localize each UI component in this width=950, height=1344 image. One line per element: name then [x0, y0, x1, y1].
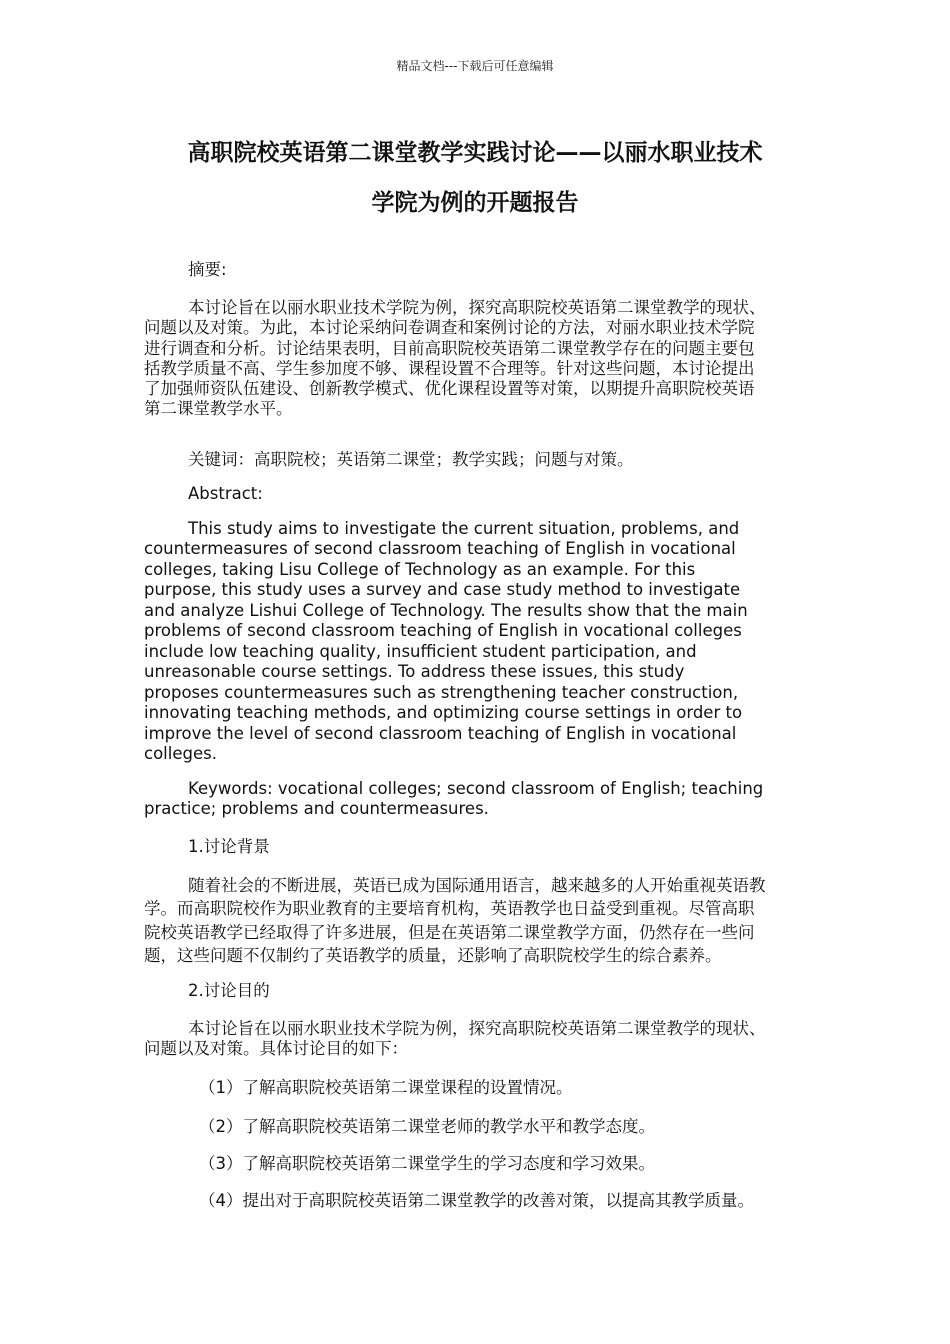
keywords-en: [144, 779, 763, 820]
text-line: proposes countermeasures such as strengthening teacher construction,: [144, 682, 739, 702]
text-line: unreasonable course settings. To address these issues, this study: [144, 662, 685, 682]
abstract-en-label: Abstract:: [188, 484, 263, 503]
list-item: （2）了解高职院校英语第二课堂老师的教学水平和教学态度。: [199, 1117, 655, 1136]
text-line: include low teaching quality, insufficient student participation, and: [144, 641, 697, 661]
text-line: This study aims to investigate the current situation, problems, and: [188, 519, 740, 538]
text-line: 问题以及对策。具体讨论目的如下：: [144, 1039, 408, 1058]
text-line: problems of second classroom teaching of English in vocational colleges: [144, 621, 742, 641]
text-line: 本讨论旨在以丽水职业技术学院为例，探究高职院校英语第二课堂教学的现状、: [188, 1019, 766, 1038]
text-line: 本讨论旨在以丽水职业技术学院为例，探究高职院校英语第二课堂教学的现状、: [188, 298, 766, 317]
section-1-paragraph: [144, 874, 766, 967]
text-line: purpose, this study uses a survey and case study method to investigate: [144, 580, 741, 600]
text-line: 学。而高职院校作为职业教育的主要培育机构，英语教学也日益受到重视。尽管高职: [144, 899, 755, 919]
text-line: Keywords: vocational colleges; second classroom of English; teaching: [188, 779, 764, 798]
document-title-line-1: 高职院校英语第二课堂教学实践讨论——以丽水职业技术: [187, 140, 763, 166]
list-item: （4）提出对于高职院校英语第二课堂教学的改善对策，以提高其教学质量。: [199, 1191, 754, 1210]
text-line: 进行调查和分析。讨论结果表明，目前高职院校英语第二课堂教学存在的问题主要包: [144, 338, 755, 358]
text-line: colleges, taking Lisu College of Technology as an example. For this: [144, 559, 696, 579]
text-line: 了加强师资队伍建设、创新教学模式、优化课程设置等对策，以期提升高职院校英语: [144, 379, 755, 399]
text-line: practice; problems and countermeasures.: [144, 799, 489, 819]
header-note: 精品文档---下载后可任意编辑: [396, 59, 554, 73]
text-line: 第二课堂教学水平。: [144, 399, 293, 419]
text-line: 问题以及对策。为此，本讨论采纳问卷调查和案例讨论的方法，对丽水职业技术学院: [144, 318, 755, 338]
section-2-paragraph: [144, 1019, 766, 1059]
text-line: improve the level of second classroom teaching of English in vocational: [144, 723, 737, 743]
abstract-cn-paragraph: [144, 298, 766, 420]
text-line: and analyze Lishui College of Technology. The results show that the main: [144, 600, 748, 620]
text-line: colleges.: [144, 743, 217, 763]
text-line: countermeasures of second classroom teaching of English in vocational: [144, 539, 736, 559]
text-line: 题，这些问题不仅制约了英语教学的质量，还影响了高职院校学生的综合素养。: [144, 945, 722, 965]
list-item: （1）了解高职院校英语第二课堂课程的设置情况。: [199, 1078, 573, 1097]
text-line: 随着社会的不断进展，英语已成为国际通用语言，越来越多的人开始重视英语教: [188, 876, 766, 895]
abstract-en-paragraph: [144, 519, 748, 764]
section-1-heading: 1.讨论背景: [188, 837, 270, 856]
abstract-cn-label: 摘要:: [188, 260, 227, 279]
section-2-heading: 2.讨论目的: [188, 981, 270, 1000]
text-line: 括教学质量不高、学生参加度不够、课程设置不合理等。针对这些问题，本讨论提出: [144, 358, 755, 378]
document-title-line-2: 学院为例的开题报告: [371, 190, 579, 216]
text-line: 院校英语教学已经取得了许多进展，但是在英语第二课堂教学方面，仍然存在一些问: [144, 922, 755, 942]
list-item: （3）了解高职院校英语第二课堂学生的学习态度和学习效果。: [199, 1154, 655, 1173]
keywords-cn: 关键词：高职院校；英语第二课堂；教学实践；问题与对策。: [188, 450, 634, 469]
text-line: innovating teaching methods, and optimizing course settings in order to: [144, 703, 743, 723]
